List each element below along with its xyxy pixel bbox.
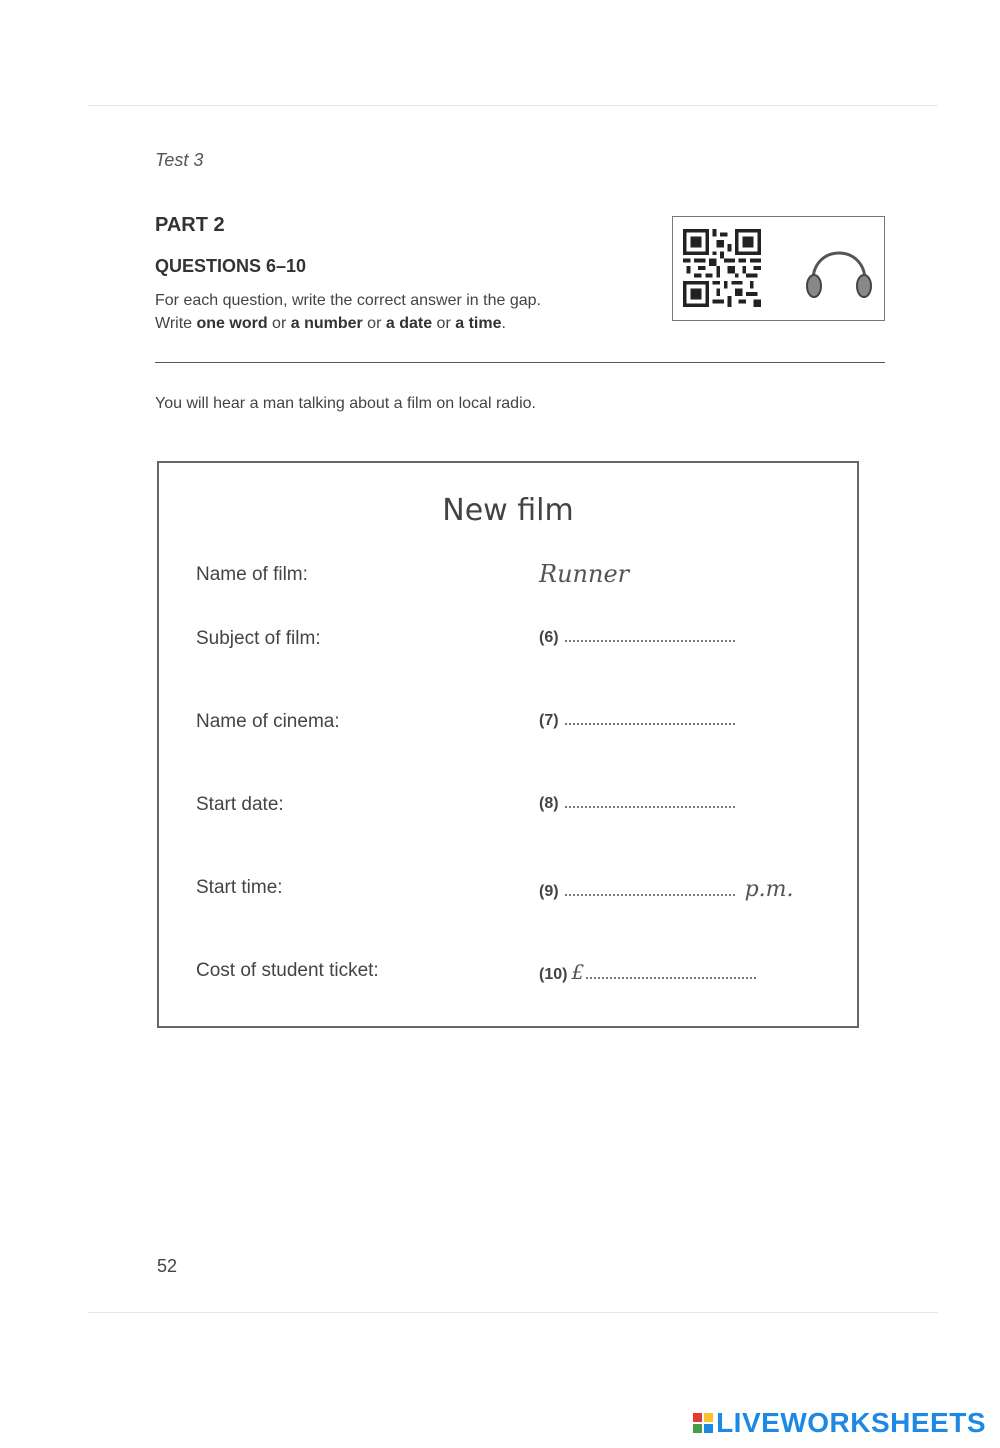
intro-text: You will hear a man talking about a film on local radio. <box>155 395 536 412</box>
answer-6 <box>539 628 735 647</box>
top-rule <box>88 105 938 106</box>
answer-gap-6[interactable] <box>565 628 735 642</box>
answer-gap-9[interactable] <box>565 882 735 896</box>
question-number-7: (7) <box>539 712 559 729</box>
page-number: 52 <box>157 1256 178 1276</box>
answer-7 <box>539 711 735 730</box>
row-label-cinema: Name of cinema: <box>196 711 340 732</box>
answer-gap-10[interactable] <box>586 965 756 979</box>
answer-gap-7[interactable] <box>565 711 735 725</box>
row-label-start-date: Start date: <box>196 794 284 815</box>
section-divider <box>155 362 885 363</box>
instruction-line-2: Write one word or a number or a date or a time. <box>155 315 506 332</box>
audio-box <box>672 216 885 321</box>
test-label: Test 3 <box>155 150 204 170</box>
film-name-answer: Runner <box>539 560 630 588</box>
time-suffix: p.m. <box>744 877 794 902</box>
currency-symbol: £ <box>571 960 585 984</box>
bottom-rule <box>88 1312 938 1313</box>
brand-text: LIVEWORKSHEETS <box>716 1407 986 1438</box>
part-title: PART 2 <box>155 214 225 236</box>
question-number-8: (8) <box>539 795 559 812</box>
instruction-line-1: For each question, write the correct answer in the gap. <box>155 292 541 309</box>
question-number-9: (9) <box>539 883 559 900</box>
question-number-10: (10) <box>539 966 568 983</box>
row-label-film-name: Name of film: <box>196 564 308 585</box>
questions-title: QUESTIONS 6–10 <box>155 256 307 276</box>
qr-code-icon[interactable] <box>683 229 761 307</box>
answer-gap-8[interactable] <box>565 794 735 808</box>
answer-8 <box>539 794 735 813</box>
answer-9 <box>539 877 794 902</box>
notes-box <box>157 461 859 1028</box>
answer-10 <box>539 960 756 984</box>
notes-title: New film <box>442 493 574 528</box>
question-number-6: (6) <box>539 629 559 646</box>
row-label-ticket-cost: Cost of student ticket: <box>196 960 379 981</box>
row-label-subject: Subject of film: <box>196 628 321 649</box>
logo-grid-icon <box>693 1413 713 1433</box>
headphones-icon <box>801 237 877 303</box>
row-label-start-time: Start time: <box>196 877 283 898</box>
liveworksheets-logo[interactable] <box>693 1407 986 1439</box>
